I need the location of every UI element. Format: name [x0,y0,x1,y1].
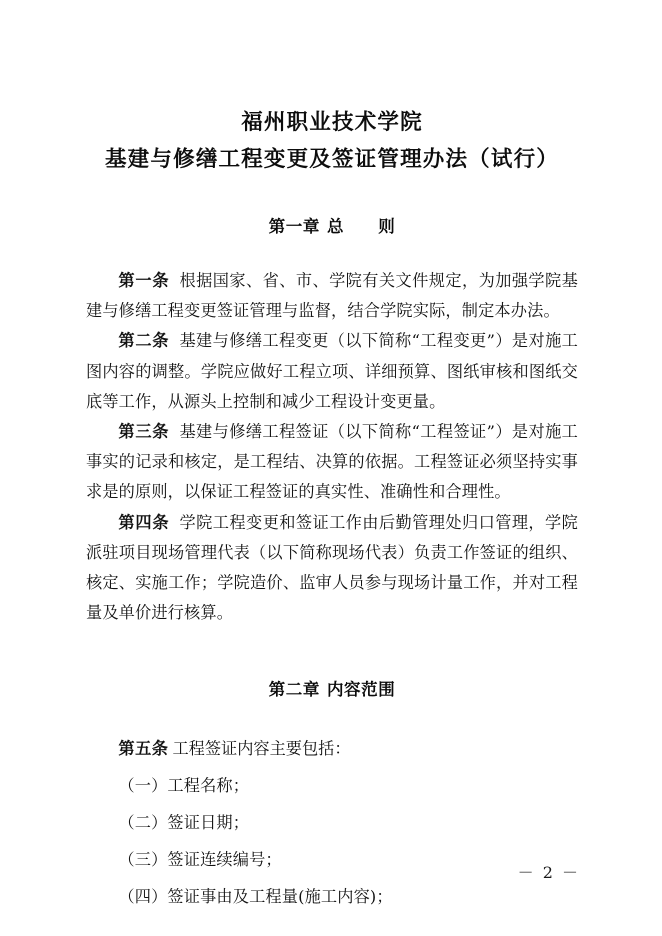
article-5-text: 工程签证内容主要包括： [172,739,351,759]
chapter-heading-2 [86,678,578,702]
article-2-text: 基建与修缮工程变更（以下简称“工程变更”）是对施工图内容的调整。学院应做好工程立项、详细预算、图纸审核和图纸交底等工作，从源头上控制和减少工程设计变更量。 [86,331,578,411]
list-item: （三）签证连续编号； [118,850,282,870]
list-item: （二）签证日期； [118,813,250,833]
document-content [86,0,578,915]
article-1 [86,266,578,326]
article-1-label: 第一条 [118,271,170,290]
article-3 [86,417,578,508]
article-5-label: 第五条 [118,739,169,759]
article-3-text: 基建与修缮工程签证（以下简称“工程签证”）是对施工事实的记录和核定，是工程结、决算的依据。工程签证必须坚持实事求是的原则，以保证工程签证的真实性、准确性和合理性。 [86,422,578,502]
article-2 [86,326,578,417]
page-title-line-2: 基建与修缮工程变更及签证管理办法（试行） [104,147,559,172]
article-5 [86,730,578,767]
chapter-2-number: 第二章 [268,680,320,700]
article-1-text: 根据国家、省、市、学院有关文件规定，为加强学院基建与修缮工程变更签证管理与监督，结合学院实际，制定本办法。 [86,271,578,321]
article-4 [86,508,578,629]
article-4-text: 学院工程变更和签证工作由后勤管理处归口管理，学院派驻项目现场管理代表（以下简称现场代表）负责工作签证的组织、核定、实施工作；学院造价、监审人员参与现场计量工作，并对工程量及单价进行核算。 [86,512,578,623]
chapter-2-name: 内容范围 [326,680,396,700]
list-item: （四）签证事由及工程量(施工内容)； [118,887,393,907]
chapter-1-name: 总 则 [326,217,396,236]
chapter-heading-1 [86,215,578,239]
page-title-line-1: 福州职业技术学院 [241,110,423,135]
article-3-label: 第三条 [118,422,170,442]
article-2-label: 第二条 [118,331,170,351]
article-5-block [86,730,578,915]
chapter-1-number: 第一章 [268,217,320,236]
article-4-label: 第四条 [118,512,170,532]
page-number: － 2 － [517,863,580,882]
list-item: （一）工程名称； [118,776,250,796]
